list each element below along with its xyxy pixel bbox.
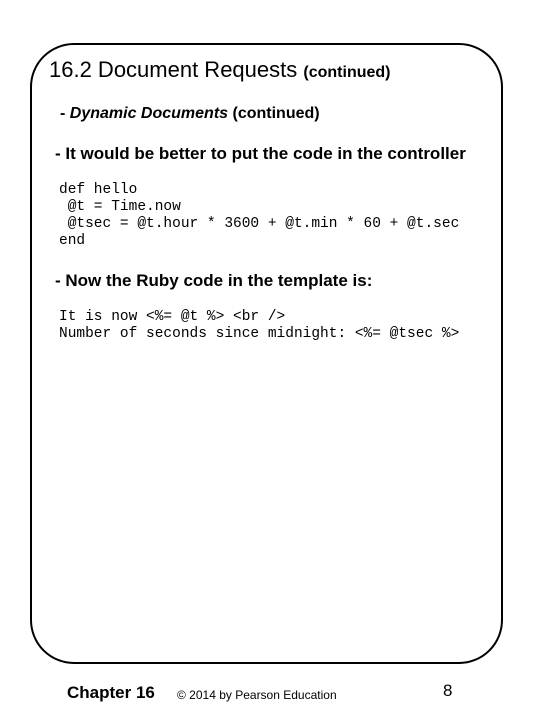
slide-title-text: 16.2 Document Requests [49,57,298,82]
code-line: It is now <%= @t %> <br /> [59,309,286,325]
bullet-controller: - It would be better to put the code in the controller [55,144,466,163]
slide-frame [30,43,503,664]
footer-copyright: © 2014 by Pearson Education [177,688,337,702]
subtitle-continued: (continued) [228,105,320,122]
code-line: @tsec = @t.hour * 3600 + @t.min * 60 + @t.sec [59,216,460,232]
page-number: 8 [443,681,453,700]
slide-title [49,57,390,83]
template-code-block [59,309,459,343]
subtitle-italic: Dynamic Documents [69,105,229,122]
subtitle-dash: - [60,105,70,122]
bullet-template: - Now the Ruby code in the template is: [55,271,373,290]
code-line: Number of seconds since midnight: <%= @tsec %> [59,326,460,342]
code-line: end [59,233,86,249]
code-line: def hello [59,182,138,198]
controller-code-block [59,182,459,250]
slide-title-continued: (continued) [303,64,391,81]
slide-subtitle [60,105,320,123]
footer-chapter: Chapter 16 [67,683,155,702]
code-line: @t = Time.now [59,199,181,215]
